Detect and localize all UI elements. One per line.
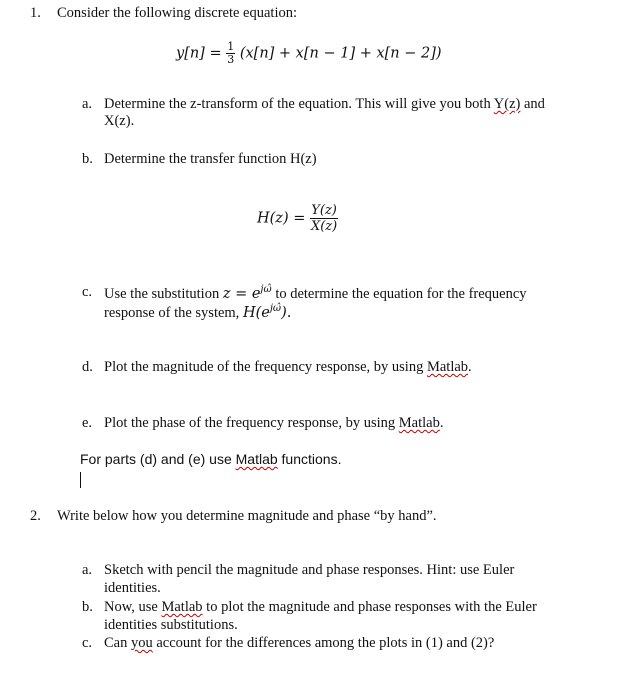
item-2c-label: c.	[82, 635, 93, 651]
item-1e-text	[104, 415, 443, 432]
question-1-text: Consider the following discrete equation:	[57, 5, 298, 21]
item-1d-text	[104, 359, 472, 376]
item-1e-post: .	[439, 415, 444, 431]
eq1-frac-num: 1	[227, 40, 235, 53]
question-2-number: 2.	[30, 508, 41, 524]
item-2c-text	[104, 635, 494, 652]
item-1d-post: .	[468, 359, 472, 375]
spell-flag: Matlab	[161, 599, 203, 615]
spell-flag: Y(z)	[493, 96, 521, 112]
eq1-lhs: y[n] =	[176, 45, 222, 62]
item-2b-label: b.	[82, 599, 93, 615]
item-1e-label: e.	[82, 415, 93, 431]
item-1a-text: Determine the z-transform of the equation. This will give you both	[104, 96, 494, 112]
item-1a-label: a.	[82, 96, 93, 112]
eq2-den: X(z)	[310, 219, 338, 234]
substitution-exponent: jω̂	[260, 284, 272, 295]
item-1c-line2	[104, 303, 291, 322]
item-1c-text-end: to determine the equation for the frequency	[271, 285, 527, 302]
eq1-rhs: (x[n] + x[n − 1] + x[n − 2])	[239, 45, 442, 62]
note-post: functions.	[277, 451, 342, 467]
freq-response-exponent: jω̂	[269, 303, 282, 314]
eq1-fraction	[226, 41, 235, 66]
freq-response-math: H(e	[242, 304, 270, 321]
item-2c-pre: Can	[104, 635, 131, 651]
question-2-text: Write below how you determine magnitude and phase “by hand”.	[57, 508, 437, 524]
item-1b-text: Determine the transfer function H(z)	[104, 151, 317, 167]
item-1c-label: c.	[82, 284, 93, 300]
item-2b-line1	[104, 599, 537, 616]
item-1d-label: d.	[82, 359, 93, 375]
parts-note	[80, 451, 341, 467]
spell-flag: Matlab	[235, 451, 278, 467]
spell-flag: Matlab	[426, 359, 469, 375]
spell-flag: you	[130, 635, 153, 651]
item-1e-pre: Plot the phase of the frequency response, by using	[104, 415, 399, 431]
eq2-lhs: H(z) =	[257, 210, 306, 227]
text-cursor[interactable]	[80, 472, 81, 488]
item-1b-label: b.	[82, 151, 93, 167]
item-1c-line1	[104, 284, 527, 303]
item-2b-post: to plot the magnitude and phase responses with the Euler	[202, 599, 537, 615]
spell-flag: Matlab	[398, 415, 440, 431]
freq-response-close: ).	[281, 304, 292, 321]
eq2-num: Y(z)	[311, 203, 337, 218]
eq1-frac-den: 3	[227, 53, 235, 66]
item-1a-text-end: and	[520, 96, 545, 112]
item-1d-pre: Plot the magnitude of the frequency response, by using	[104, 359, 427, 375]
item-2a-line1: Sketch with pencil the magnitude and phase responses. Hint: use Euler	[104, 562, 515, 578]
substitution-math: z = e	[222, 285, 261, 302]
note-pre: For parts (d) and (e) use	[80, 451, 236, 467]
item-1c-line2-text: response of the system,	[104, 304, 243, 321]
item-2a-label: a.	[82, 562, 93, 578]
item-2b-pre: Now, use	[104, 599, 162, 615]
transfer-function-equation	[257, 203, 338, 234]
question-1-number: 1.	[30, 5, 41, 21]
item-1c-text: Use the substitution	[104, 285, 223, 302]
item-1a-line1	[104, 96, 545, 113]
item-1a-line2: X(z).	[104, 113, 135, 129]
eq2-fraction	[310, 203, 338, 234]
item-2a-line2: identities.	[104, 580, 161, 596]
difference-equation	[176, 41, 442, 66]
item-2c-post: account for the differences among the plots in (1) and (2)?	[152, 635, 495, 651]
item-2b-line2: identities substitutions.	[104, 617, 238, 633]
